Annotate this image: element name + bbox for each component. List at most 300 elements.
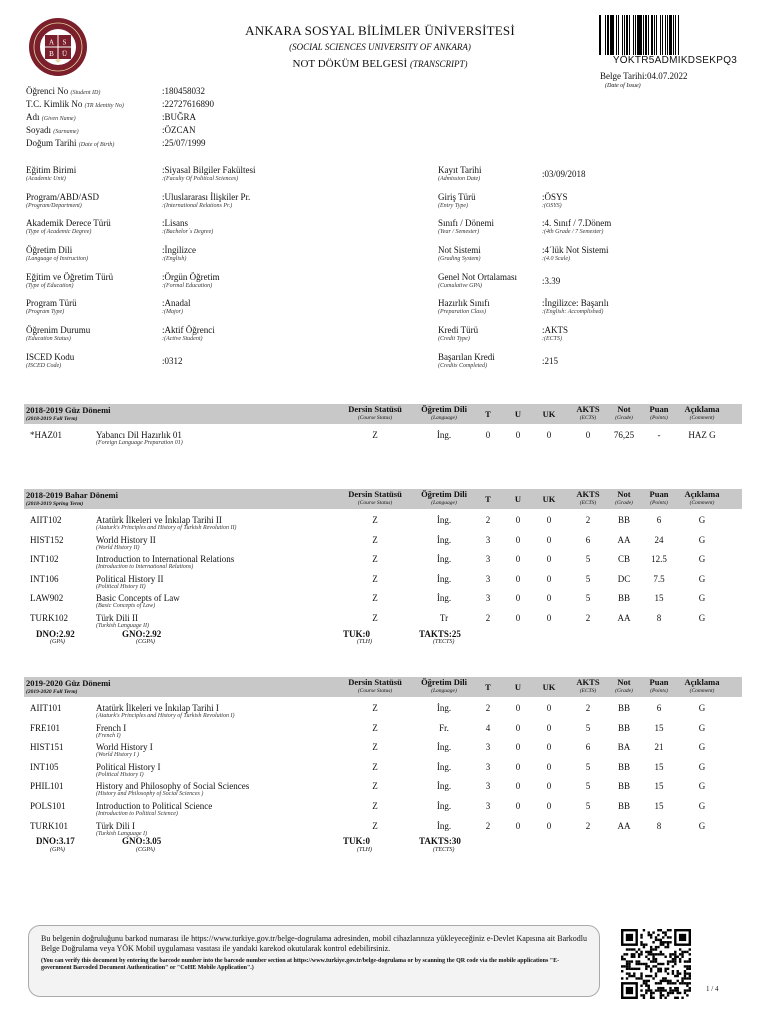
field-label [438,272,517,290]
person-label-tr: Doğum Tarihi [26,138,77,148]
course-t: 3 [485,801,491,811]
term-title: 2019-2020 Güz Dönemi [26,678,111,688]
course-points: 8 [656,820,662,831]
field-value-tr: :Örgün Öğretim [162,272,220,282]
course-name-en: (Introduction to International Relations) [96,564,194,571]
course-grade: AA [617,820,631,831]
course-t: 3 [485,593,491,604]
course-row [24,553,742,572]
field-label-tr: Genel Not Ortalaması [438,272,517,282]
field-value-en: :(International Relations Pr.) [162,203,233,210]
field-value-en: :(Bachelor´s Degree) [162,229,214,236]
summary-gno: GNO:2.92 (CGPA) [122,628,162,645]
course-name-en: (Turkish Language I) [96,830,147,837]
term-header [24,404,742,424]
course-akts: 0 [585,430,591,440]
column-header: UK [542,409,556,419]
field-value [542,245,609,263]
column-header: Öğretim Dili (Language) [421,677,467,694]
course-name: Yabancı Dil Hazırlık 01 [96,430,182,440]
column-header: U [514,494,522,504]
course-grade: AA [617,534,631,545]
course-status: Z [372,573,378,584]
course-name-en: (Political History I) [96,771,144,778]
course-akts: 5 [585,761,591,772]
course-name: World History I [96,742,153,753]
verification-text-en: (You can verify this document by entering the barcode number into the barcode number section at https://www.turkiye.gov.tr/belge-dogrulama or by scanning the QR code via the mobile applications "E-government Barcoded Document Authentication" or "CoHE Mobile Application".) [41,957,560,971]
field-label [438,245,481,263]
field-value [542,356,558,366]
field-label-en: (Program/Department) [26,203,82,210]
course-comment: G [698,515,706,525]
field-label-tr: Akademik Derece Türü [26,218,111,228]
person-label-tr: T.C. Kimlik No [26,99,83,109]
column-header: Dersin Statüsü (Course Status) [348,677,402,694]
issue-date [600,71,687,81]
course-comment: G [698,573,706,584]
term-title: 2018-2019 Bahar Dönemi [26,490,118,500]
column-header: AKTS (ECTS) [576,404,600,421]
seal-letter: A [48,38,55,47]
field-label [438,325,478,343]
course-status: Z [372,430,378,440]
column-header: Açıklama (Comment) [684,677,720,694]
column-header: Not (Grade) [615,404,633,421]
field-value-tr: :03/09/2018 [542,169,586,179]
course-points: 15 [654,593,664,604]
field-label-tr: Giriş Türü [438,192,476,202]
course-akts: 6 [585,534,591,545]
course-uk: 0 [546,534,552,545]
course-name-en: (World History II) [96,544,140,551]
course-code: POLS101 [30,801,66,811]
field-value-en: :(OSYS) [542,203,562,210]
column-header: UK [542,682,556,692]
university-seal-logo [28,17,88,77]
field-label [438,192,476,210]
course-name-en: (Ataturk's Principles and History of Turkish Revolution II) [96,525,237,531]
course-name-en: (World History I ) [96,752,139,759]
course-grade: BB [617,801,630,811]
course-t: 0 [485,430,491,440]
term-header [24,489,742,509]
course-t: 2 [485,820,491,831]
field-label-tr: Eğitim ve Öğretim Türü [26,272,114,282]
issue-label: Belge Tarihi: [600,71,647,81]
field-label-tr: Eğitim Birimi [26,165,77,175]
course-t: 2 [485,613,491,623]
course-t: 3 [485,742,491,753]
person-label [26,99,124,110]
course-name: Political History I [96,761,161,772]
field-label-tr: Program/ABD/ASD [26,192,100,202]
course-name: Atatürk İlkeleri ve İnkılap Tarihi II [96,515,222,525]
course-name-en: (Turkish Language II) [96,623,149,629]
course-akts: 5 [585,593,591,604]
field-label [26,218,111,236]
course-u: 0 [515,801,521,811]
course-points: 21 [654,742,664,753]
field-label-en: (Admission Date) [438,176,481,183]
field-label-tr: Program Türü [26,298,77,308]
course-akts: 5 [585,781,591,792]
course-akts: 2 [585,703,591,713]
course-grade: BB [617,515,630,525]
field-label [26,325,90,343]
course-grade: BB [617,761,630,772]
course-name: History and Philosophy of Social Sciences [96,781,250,792]
course-points: 12.5 [651,554,667,565]
field-value-en: :(4th Grade / 7 Semester) [542,229,604,236]
column-header: Puan (Points) [649,404,669,421]
summary-takts: TAKTS:30 (TECTS) [419,836,461,853]
course-uk: 0 [546,801,552,811]
course-grade: BA [617,742,631,753]
course-name-en: (Ataturk's Principles and History of Turkish Revolution I) [96,713,235,719]
term-header [24,677,742,697]
field-value-tr: :Aktif Öğrenci [162,325,215,335]
course-grade: BB [617,781,630,792]
course-status: Z [372,534,378,545]
course-lang: Fr. [439,722,449,733]
course-code: FRE101 [30,722,61,733]
course-name-en: (Political History II) [96,583,146,590]
person-value: :25/07/1999 [162,138,206,148]
column-header: UK [542,494,556,504]
course-t: 2 [485,703,491,713]
field-label-en: (Entry Type) [438,203,469,210]
course-code: TURK101 [30,820,68,831]
course-akts: 5 [585,573,591,584]
document-title [150,58,610,71]
seal-letter: Ü [61,50,68,58]
course-status: Z [372,703,378,713]
course-comment: G [698,722,706,733]
field-value-en: :(Major) [162,309,183,316]
course-name: Introduction to Political Science [96,801,213,811]
course-code: LAW902 [30,593,64,604]
course-row [24,702,742,721]
person-label-en: (Given Name) [41,116,76,122]
course-t: 3 [485,573,491,584]
seal-letter: S [62,38,67,47]
field-label [26,272,113,290]
field-label-tr: Kayıt Tarihi [438,165,482,175]
course-t: 3 [485,534,491,545]
person-label-en: (Surname) [53,129,79,135]
course-name: Introduction to International Relations [96,554,235,565]
course-row [24,429,742,448]
course-status: Z [372,722,378,733]
column-header: Puan (Points) [649,489,669,506]
issue-date-en: (Date of Issue) [605,83,641,89]
course-code: AIIT101 [30,703,62,713]
course-points: 15 [654,761,664,772]
column-header: Öğretim Dili (Language) [421,404,467,421]
issue-value: 04.07.2022 [646,71,688,81]
summary-dno: DNO:3.17 (GPA) [36,836,75,853]
person-label-tr: Öğrenci No [26,86,69,96]
course-points: - [657,430,661,440]
course-u: 0 [515,554,521,565]
field-value [162,192,250,210]
field-label [26,165,76,183]
course-comment: G [698,801,706,811]
course-status: Z [372,761,378,772]
person-label [26,138,114,149]
course-name-en: (French I) [96,732,121,739]
course-akts: 5 [585,554,591,565]
field-value-tr: :Anadal [162,298,191,308]
column-header: Puan (Points) [649,677,669,694]
field-value-tr: :İngilizce: Başarılı [542,298,609,308]
course-comment: G [698,703,706,713]
course-uk: 0 [546,515,552,525]
summary-takts: TAKTS:25 (TECTS) [419,628,461,645]
course-grade: BB [617,703,630,713]
course-uk: 0 [546,761,552,772]
course-code: *HAZ01 [30,430,62,440]
qr-code[interactable] [621,929,691,999]
field-value-tr: :ÖSYS [542,192,568,202]
field-value [162,218,213,236]
course-grade: 76,25 [613,430,635,440]
field-label-en: (Education Status) [26,336,71,343]
course-row [24,514,742,533]
field-value [542,276,560,286]
course-row [24,722,742,741]
course-row [24,780,742,799]
field-label-en: (Type of Education) [26,283,74,290]
field-value [542,192,568,210]
field-label [438,218,494,236]
column-header: Açıklama (Comment) [684,489,720,506]
course-comment: G [698,593,706,604]
course-name: World History II [96,534,156,545]
field-label-en: (ISCED Code) [26,363,62,370]
course-name: Atatürk İlkeleri ve İnkılap Tarihi I [96,703,219,713]
course-u: 0 [515,742,521,753]
field-value [542,218,611,236]
field-label [438,352,495,370]
page-number: 1 / 4 [706,985,719,993]
field-value [162,272,220,290]
term-title-en: (2018-2019 Spring Term) [26,501,84,507]
field-value-tr: :İngilizce [162,245,196,255]
course-name-en: (Introduction to Political Science) [96,811,178,817]
field-value-en: :(Faculty Of Political Sciences) [162,176,239,183]
course-akts: 2 [585,613,591,623]
course-name: Basic Concepts of Law [96,593,180,604]
course-comment: G [698,820,706,831]
course-lang: İng. [436,781,452,792]
person-value: :22727616890 [162,99,215,109]
course-u: 0 [515,613,521,623]
course-uk: 0 [546,703,552,713]
course-status: Z [372,593,378,604]
course-comment: G [698,534,706,545]
field-value [162,165,256,183]
course-points: 15 [654,801,664,811]
course-code: HIST151 [30,742,64,753]
field-label-en: (Type of Academic Degree) [26,229,92,236]
course-uk: 0 [546,613,552,623]
barcode [599,15,751,55]
course-comment: G [698,781,706,792]
course-t: 3 [485,761,491,772]
course-t: 2 [485,515,491,525]
field-label-en: (Credits Completed) [438,363,487,370]
course-points: 7.5 [653,573,665,584]
field-value-en: :(ECTS) [542,336,562,343]
person-label [26,125,79,136]
course-lang: İng. [436,430,452,440]
course-u: 0 [515,515,521,525]
course-name: Türk Dili I [96,820,135,831]
course-code: PHIL101 [30,781,64,792]
field-value-en: :(4.0 Scale) [542,256,570,263]
summary-tuk: TUK:0 (TLH) [343,628,373,645]
course-u: 0 [515,534,521,545]
column-header: U [514,682,522,692]
person-value: :180458032 [162,86,206,96]
course-lang: İng. [436,801,452,811]
course-u: 0 [515,781,521,792]
course-name: Political History II [96,573,164,584]
course-t: 3 [485,554,491,565]
field-label-en: (Credit Type) [438,336,470,343]
field-label [26,352,74,370]
course-u: 0 [515,761,521,772]
person-label-tr: Soyadı [26,125,52,135]
field-label-tr: ISCED Kodu [26,352,75,362]
field-label-tr: Hazırlık Sınıfı [438,298,490,308]
course-row [24,573,742,592]
field-value [162,298,191,316]
course-grade: CB [617,554,630,565]
course-t: 4 [485,722,491,733]
field-value-tr: :AKTS [542,325,569,335]
field-value-tr: :Uluslararası İlişkiler Pr. [162,192,251,202]
field-label-tr: Not Sistemi [438,245,481,255]
course-comment: G [698,761,706,772]
course-lang: Tr [439,613,449,623]
barcode-number: YÖKTR5ADMIKDSEKPQ3 [612,55,738,66]
course-lang: İng. [436,573,452,584]
field-label-en: (Language of Instruction) [26,256,88,263]
course-status: Z [372,742,378,753]
course-grade: BB [617,593,630,604]
field-label [438,298,490,316]
person-value: :BUĞRA [162,112,197,122]
course-name-en: (History and Philosophy of Social Sciences ) [96,791,204,798]
field-label-en: (Academic Unit) [26,176,66,183]
course-name-en: (Foreign Language Preparation 01) [96,440,183,446]
column-header: Not (Grade) [615,677,633,694]
field-label-en: (Year / Semester) [438,229,480,236]
term-title: 2018-2019 Güz Dönemi [26,405,111,415]
course-lang: İng. [436,515,452,525]
person-label-tr: Adı [26,112,40,122]
course-akts: 5 [585,801,591,811]
course-uk: 0 [546,554,552,565]
course-u: 0 [515,703,521,713]
course-points: 15 [654,722,664,733]
course-row [24,761,742,780]
field-label-tr: Başarılan Kredi [438,352,495,362]
field-value-tr: :4´lük Not Sistemi [542,245,609,255]
course-grade: BB [617,722,630,733]
course-row [24,534,742,553]
person-label-en: (Student ID) [70,90,101,96]
column-header: Not (Grade) [615,489,633,506]
course-lang: İng. [436,761,452,772]
university-name: ANKARA SOSYAL BİLİMLER ÜNİVERSİTESİ [245,23,515,38]
field-value [542,298,609,316]
summary-gno: GNO:3.05 (CGPA) [122,836,162,853]
course-row [24,800,742,819]
course-uk: 0 [546,781,552,792]
field-value [162,245,196,263]
person-label [26,86,100,97]
university-name-en: (SOCIAL SCIENCES UNIVERSITY OF ANKARA) [289,42,471,52]
course-uk: 0 [546,573,552,584]
person-label-en: (Date of Birth) [78,142,115,148]
column-header: Dersin Statüsü (Course Status) [348,404,402,421]
course-uk: 0 [546,820,552,831]
course-code: TURK102 [30,613,68,623]
field-label-tr: Öğrenim Durumu [26,325,91,335]
course-code: INT105 [30,761,59,772]
person-value: :ÖZCAN [162,125,196,135]
course-status: Z [372,515,378,525]
course-lang: İng. [436,703,452,713]
course-points: 24 [654,534,664,545]
course-code: HIST152 [30,534,64,545]
course-row [24,741,742,760]
field-value [162,356,183,366]
course-akts: 5 [585,722,591,733]
course-row [24,592,742,611]
course-lang: İng. [436,593,452,604]
title-tr: NOT DÖKÜM BELGESİ [292,58,408,70]
course-lang: İng. [436,534,452,545]
field-label [438,165,481,183]
column-header: AKTS (ECTS) [576,677,600,694]
column-header: AKTS (ECTS) [576,489,600,506]
course-name: Türk Dili II [96,613,138,623]
course-status: Z [372,781,378,792]
course-status: Z [372,613,378,623]
summary-dno: DNO:2.92 (GPA) [36,628,75,645]
field-label [26,298,77,316]
course-uk: 0 [546,742,552,753]
field-value [542,169,586,179]
column-header: Açıklama (Comment) [684,404,720,421]
seal-letter: B [49,50,54,58]
field-label-en: (Grading System) [438,256,481,263]
column-header: T [485,494,491,504]
course-name: French I [96,722,127,733]
course-comment: HAZ G [688,430,716,440]
course-uk: 0 [546,593,552,604]
course-status: Z [372,801,378,811]
field-value-tr: :0312 [162,356,183,366]
course-grade: DC [617,573,631,584]
course-lang: İng. [436,742,452,753]
column-header: Dersin Statüsü (Course Status) [348,489,402,506]
course-akts: 2 [585,515,591,525]
